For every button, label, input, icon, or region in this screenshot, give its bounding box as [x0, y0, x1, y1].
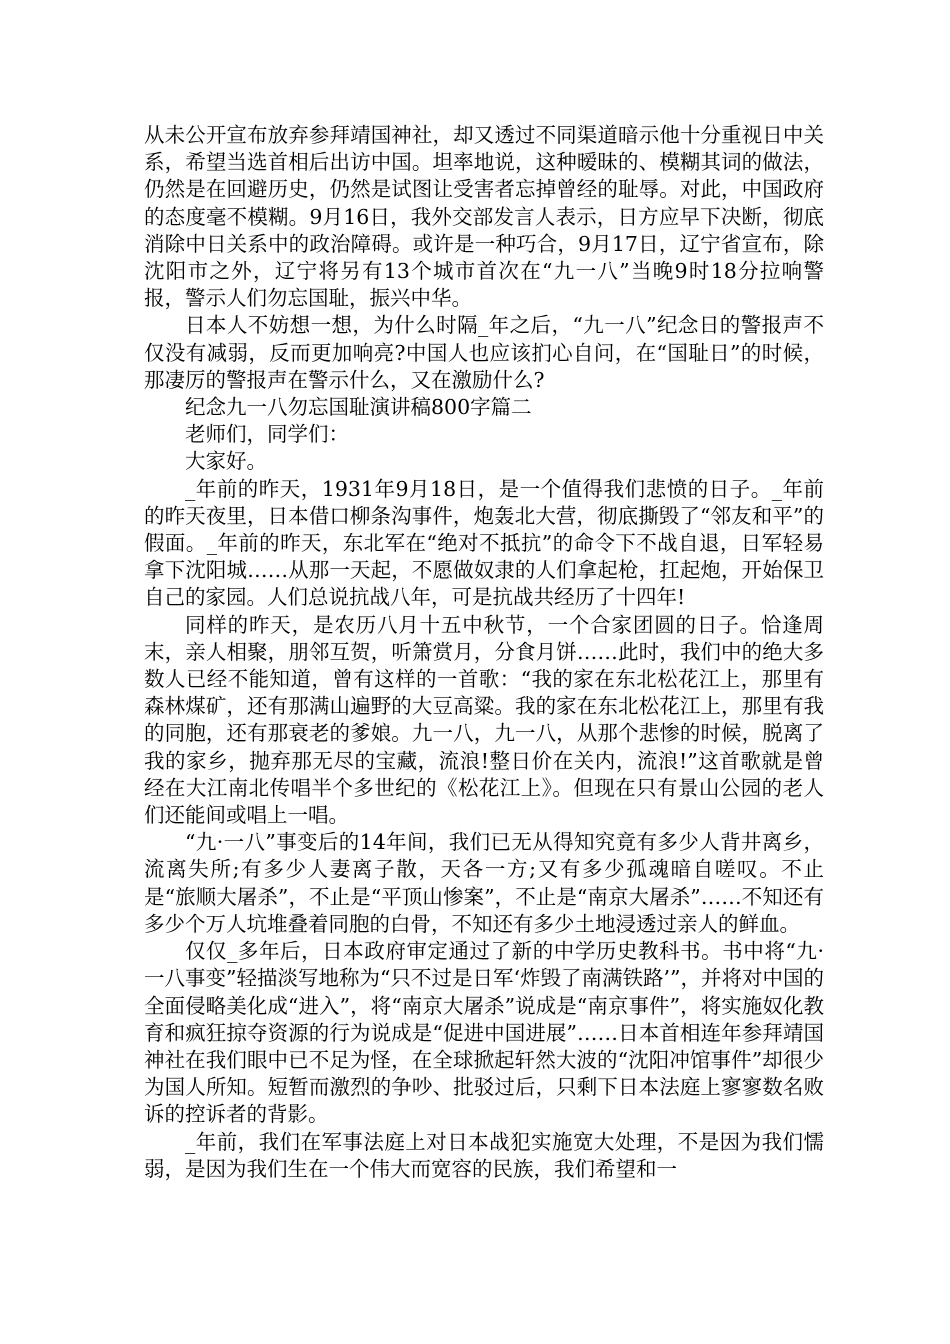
paragraph-1: 从未公开宣布放弃参拜靖国神社，却又透过不同渠道暗示他十分重视日中关系，希望当选首相后出访中国。坦率地说，这种暧昧的、模糊其词的做法，仍然是在回避历史，仍然是试图让受害者忘掉曾经的耻辱。对此，中国政府的态度毫不模糊。9月16日，我外交部发言人表示，日方应早下决断，彻底消除中日关系中的政治障碍。或许是一种巧合，9月17日，辽宁省宣布，除沈阳市之外，辽宁将另有13个城市首次在“九一八”当晚9时18分拉响警报，警示人们勿忘国耻，振兴中华。: [144, 123, 824, 311]
section-heading: 纪念九一八勿忘国耻演讲稿800字篇二: [185, 395, 532, 420]
greeting: 大家好。: [185, 449, 267, 474]
salutation: 老师们，同学们：: [185, 422, 349, 447]
paragraph-2: 日本人不妨想一想，为什么时隔_年之后，“九一八”纪念日的警报声不仅没有减弱，反而更加响亮?中国人也应该扪心自问，在“国耻日”的时候，那凄厉的警报声在警示什么，又在激励什么?: [144, 313, 824, 392]
paragraph-4: 同样的昨天，是农历八月十五中秋节，一个合家团圆的日子。恰逢周末，亲人相聚，朋邻互贺，听箫赏月，分食月饼……此时，我们中的绝大多数人已经不能知道，曾有这样的一首歌：“我的家在东北松花江上，那里有森林煤矿，还有那满山遍野的大豆高粱。我的家在东北松花江上，那里有我的同胞，还有那衰老的爹娘。九一八，九一八，从那个悲惨的时候，脱离了我的家乡，抛弃那无尽的宝藏，流浪!整日价在关内，流浪!”这首歌就是曾经在大江南北传唱半个多世纪的《松花江上》。但现在只有景山公园的老人们还能间或唱上一唱。: [144, 612, 824, 828]
paragraph-5: “九·一八”事变后的14年间，我们已无从得知究竟有多少人背井离乡，流离失所;有多少人妻离子散，天各一方;又有多少孤魂暗自嗟叹。不止是“旅顺大屠杀”，不止是“平顶山惨案”，不止是“南京大屠杀”……不知还有多少个万人坑堆叠着同胞的白骨，不知还有多少土地浸透过亲人的鲜血。: [144, 830, 824, 936]
document-page: [144, 122, 824, 1183]
paragraph-6: 仅仅_多年后，日本政府审定通过了新的中学历史教科书。书中将“九·一八事变”轻描淡写地称为“只不过是日军‘炸毁了南满铁路’”，并将对中国的全面侵略美化成“进入”，将“南京大屠杀”说成是“南京事件”，将实施奴化教育和疯狂掠夺资源的行为说成是“促进中国进展”……日本首相连年参拜靖国神社在我们眼中已不足为怪，在全球掀起轩然大波的“沈阳冲馆事件”却很少为国人所知。短暂而激烈的争吵、批驳过后，只剩下日本法庭上寥寥数名败诉的控诉者的背影。: [144, 939, 824, 1127]
paragraph-7: _年前，我们在军事法庭上对日本战犯实施宽大处理，不是因为我们懦弱，是因为我们生在一个伟大而宽容的民族，我们希望和一: [144, 1129, 824, 1181]
paragraph-3: _年前的昨天，1931年9月18日，是一个值得我们悲愤的日子。_年前的昨天夜里，日本借口柳条沟事件，炮轰北大营，彻底撕毁了“邻友和平”的假面。_年前的昨天，东北军在“绝对不抵抗”的命令下不战自退，日军轻易拿下沈阳城……从那一天起，不愿做奴隶的人们拿起枪，扛起炮，开始保卫自己的家园。人们总说抗战八年，可是抗战共经历了十四年!: [144, 476, 824, 610]
